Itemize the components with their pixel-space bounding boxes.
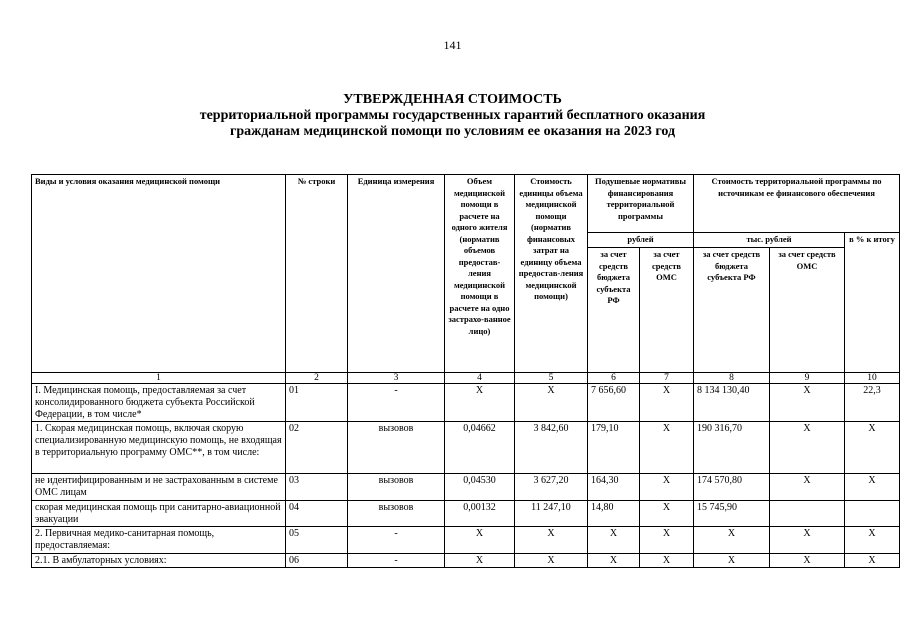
header-pc-oms: за счет средств ОМС (640, 248, 694, 373)
row-volume: 0,04530 (445, 474, 515, 501)
header-cost: Стоимость единицы объема медицинской помощи (норматив финансовых затрат на единицу объема предостав-ления медицинской помощи) (515, 175, 588, 373)
row-tc-oms: Х (770, 384, 845, 422)
table-row (32, 554, 900, 568)
row-percent: 22,3 (845, 384, 900, 422)
title-line-2: территориальной программы государственных гарантий бесплатного оказания (199, 108, 706, 123)
column-number-row (32, 373, 900, 384)
row-volume: Х (445, 527, 515, 554)
row-tc-budget: Х (694, 527, 770, 554)
column-number: 4 (445, 373, 515, 384)
column-number: 10 (845, 373, 900, 384)
header-volume: Объем медицинской помощи в расчете на одного жителя (норматив объемов предостав-ления медицинской помощи в расчете на одно застрахо-ванное лицо) (445, 175, 515, 373)
table-row (32, 474, 900, 501)
row-percent (845, 501, 900, 527)
row-unit: - (348, 554, 445, 568)
row-volume: 0,00132 (445, 501, 515, 527)
row-name: I. Медицинская помощь, предоставляемая за счет консолидированного бюджета субъекта Российской Федерации, в том числе* (32, 384, 286, 422)
row-volume: Х (445, 554, 515, 568)
row-tc-budget: 174 570,80 (694, 474, 770, 501)
header-unit: Единица измерения (348, 175, 445, 373)
row-pc-oms: Х (640, 384, 694, 422)
row-name: 2.1. В амбулаторных условиях: (32, 554, 286, 568)
row-pc-oms: Х (640, 474, 694, 501)
row-cost: 11 247,10 (515, 501, 588, 527)
row-pc-budget: 164,30 (588, 474, 640, 501)
row-unit: - (348, 384, 445, 422)
column-number: 5 (515, 373, 588, 384)
header-thousand-rubles: тыс. рублей (694, 233, 845, 248)
row-tc-oms: Х (770, 422, 845, 474)
header-row-no: № строки (286, 175, 348, 373)
row-tc-budget: 15 745,90 (694, 501, 770, 527)
row-pc-oms: Х (640, 501, 694, 527)
title-line-1: УТВЕРЖДЕННАЯ СТОИМОСТЬ (343, 92, 562, 107)
header-rubles: рублей (588, 233, 694, 248)
header-territorial-cost: Стоимость территориальной программы по источникам ее финансового обеспечения (694, 175, 900, 233)
row-number: 04 (286, 501, 348, 527)
row-unit: вызовов (348, 474, 445, 501)
header-kinds: Виды и условия оказания медицинской помощи (32, 175, 286, 373)
header-tc-oms: за счет средств ОМС (770, 248, 845, 373)
header-per-capita: Подушевые нормативы финансирования территориальной программы (588, 175, 694, 233)
row-number: 02 (286, 422, 348, 474)
column-number: 7 (640, 373, 694, 384)
row-cost: Х (515, 527, 588, 554)
table-row (32, 501, 900, 527)
column-number: 9 (770, 373, 845, 384)
table-row (32, 527, 900, 554)
row-tc-budget: 8 134 130,40 (694, 384, 770, 422)
row-number: 01 (286, 384, 348, 422)
row-tc-oms (770, 501, 845, 527)
row-pc-budget: 14,80 (588, 501, 640, 527)
column-number: 1 (32, 373, 286, 384)
page-number: 141 (443, 38, 462, 52)
row-pc-budget: 179,10 (588, 422, 640, 474)
row-tc-oms: Х (770, 527, 845, 554)
row-pc-oms: Х (640, 527, 694, 554)
row-number: 05 (286, 527, 348, 554)
row-percent: Х (845, 422, 900, 474)
row-pc-budget: 7 656,60 (588, 384, 640, 422)
row-tc-budget: Х (694, 554, 770, 568)
row-tc-budget: 190 316,70 (694, 422, 770, 474)
title-line-3: гражданам медицинской помощи по условиям ее оказания на 2023 год (229, 124, 676, 139)
row-name: 1. Скорая медицинская помощь, включая скорую специализированную медицинскую помощь, не входящая в территориальную программу ОМС**, в том числе: (32, 422, 286, 474)
row-name: скорая медицинская помощь при санитарно-авиационной эвакуации (32, 501, 286, 527)
row-pc-budget: Х (588, 527, 640, 554)
row-pc-oms: Х (640, 554, 694, 568)
header-pc-budget: за счет средств бюджета субъекта РФ (588, 248, 640, 373)
document-title (0, 92, 905, 140)
column-number: 3 (348, 373, 445, 384)
row-pc-budget: Х (588, 554, 640, 568)
row-unit: вызовов (348, 501, 445, 527)
row-number: 06 (286, 554, 348, 568)
row-tc-oms: Х (770, 554, 845, 568)
table-row (32, 422, 900, 474)
row-volume: Х (445, 384, 515, 422)
column-number: 8 (694, 373, 770, 384)
row-percent: Х (845, 474, 900, 501)
row-cost: Х (515, 554, 588, 568)
column-number: 6 (588, 373, 640, 384)
row-unit: - (348, 527, 445, 554)
row-cost: Х (515, 384, 588, 422)
table-row (32, 384, 900, 422)
row-cost: 3 627,20 (515, 474, 588, 501)
row-unit: вызовов (348, 422, 445, 474)
cost-table (31, 174, 900, 568)
row-cost: 3 842,60 (515, 422, 588, 474)
row-percent: Х (845, 527, 900, 554)
row-number: 03 (286, 474, 348, 501)
header-percent-total: в % к итогу (845, 233, 900, 373)
row-name: не идентифицированным и не застрахованным в системе ОМС лицам (32, 474, 286, 501)
row-pc-oms: Х (640, 422, 694, 474)
header-tc-budget: за счет средств бюджета субъекта РФ (694, 248, 770, 373)
row-tc-oms: Х (770, 474, 845, 501)
row-percent: Х (845, 554, 900, 568)
column-number: 2 (286, 373, 348, 384)
row-volume: 0,04662 (445, 422, 515, 474)
row-name: 2. Первичная медико-санитарная помощь, предоставляемая: (32, 527, 286, 554)
